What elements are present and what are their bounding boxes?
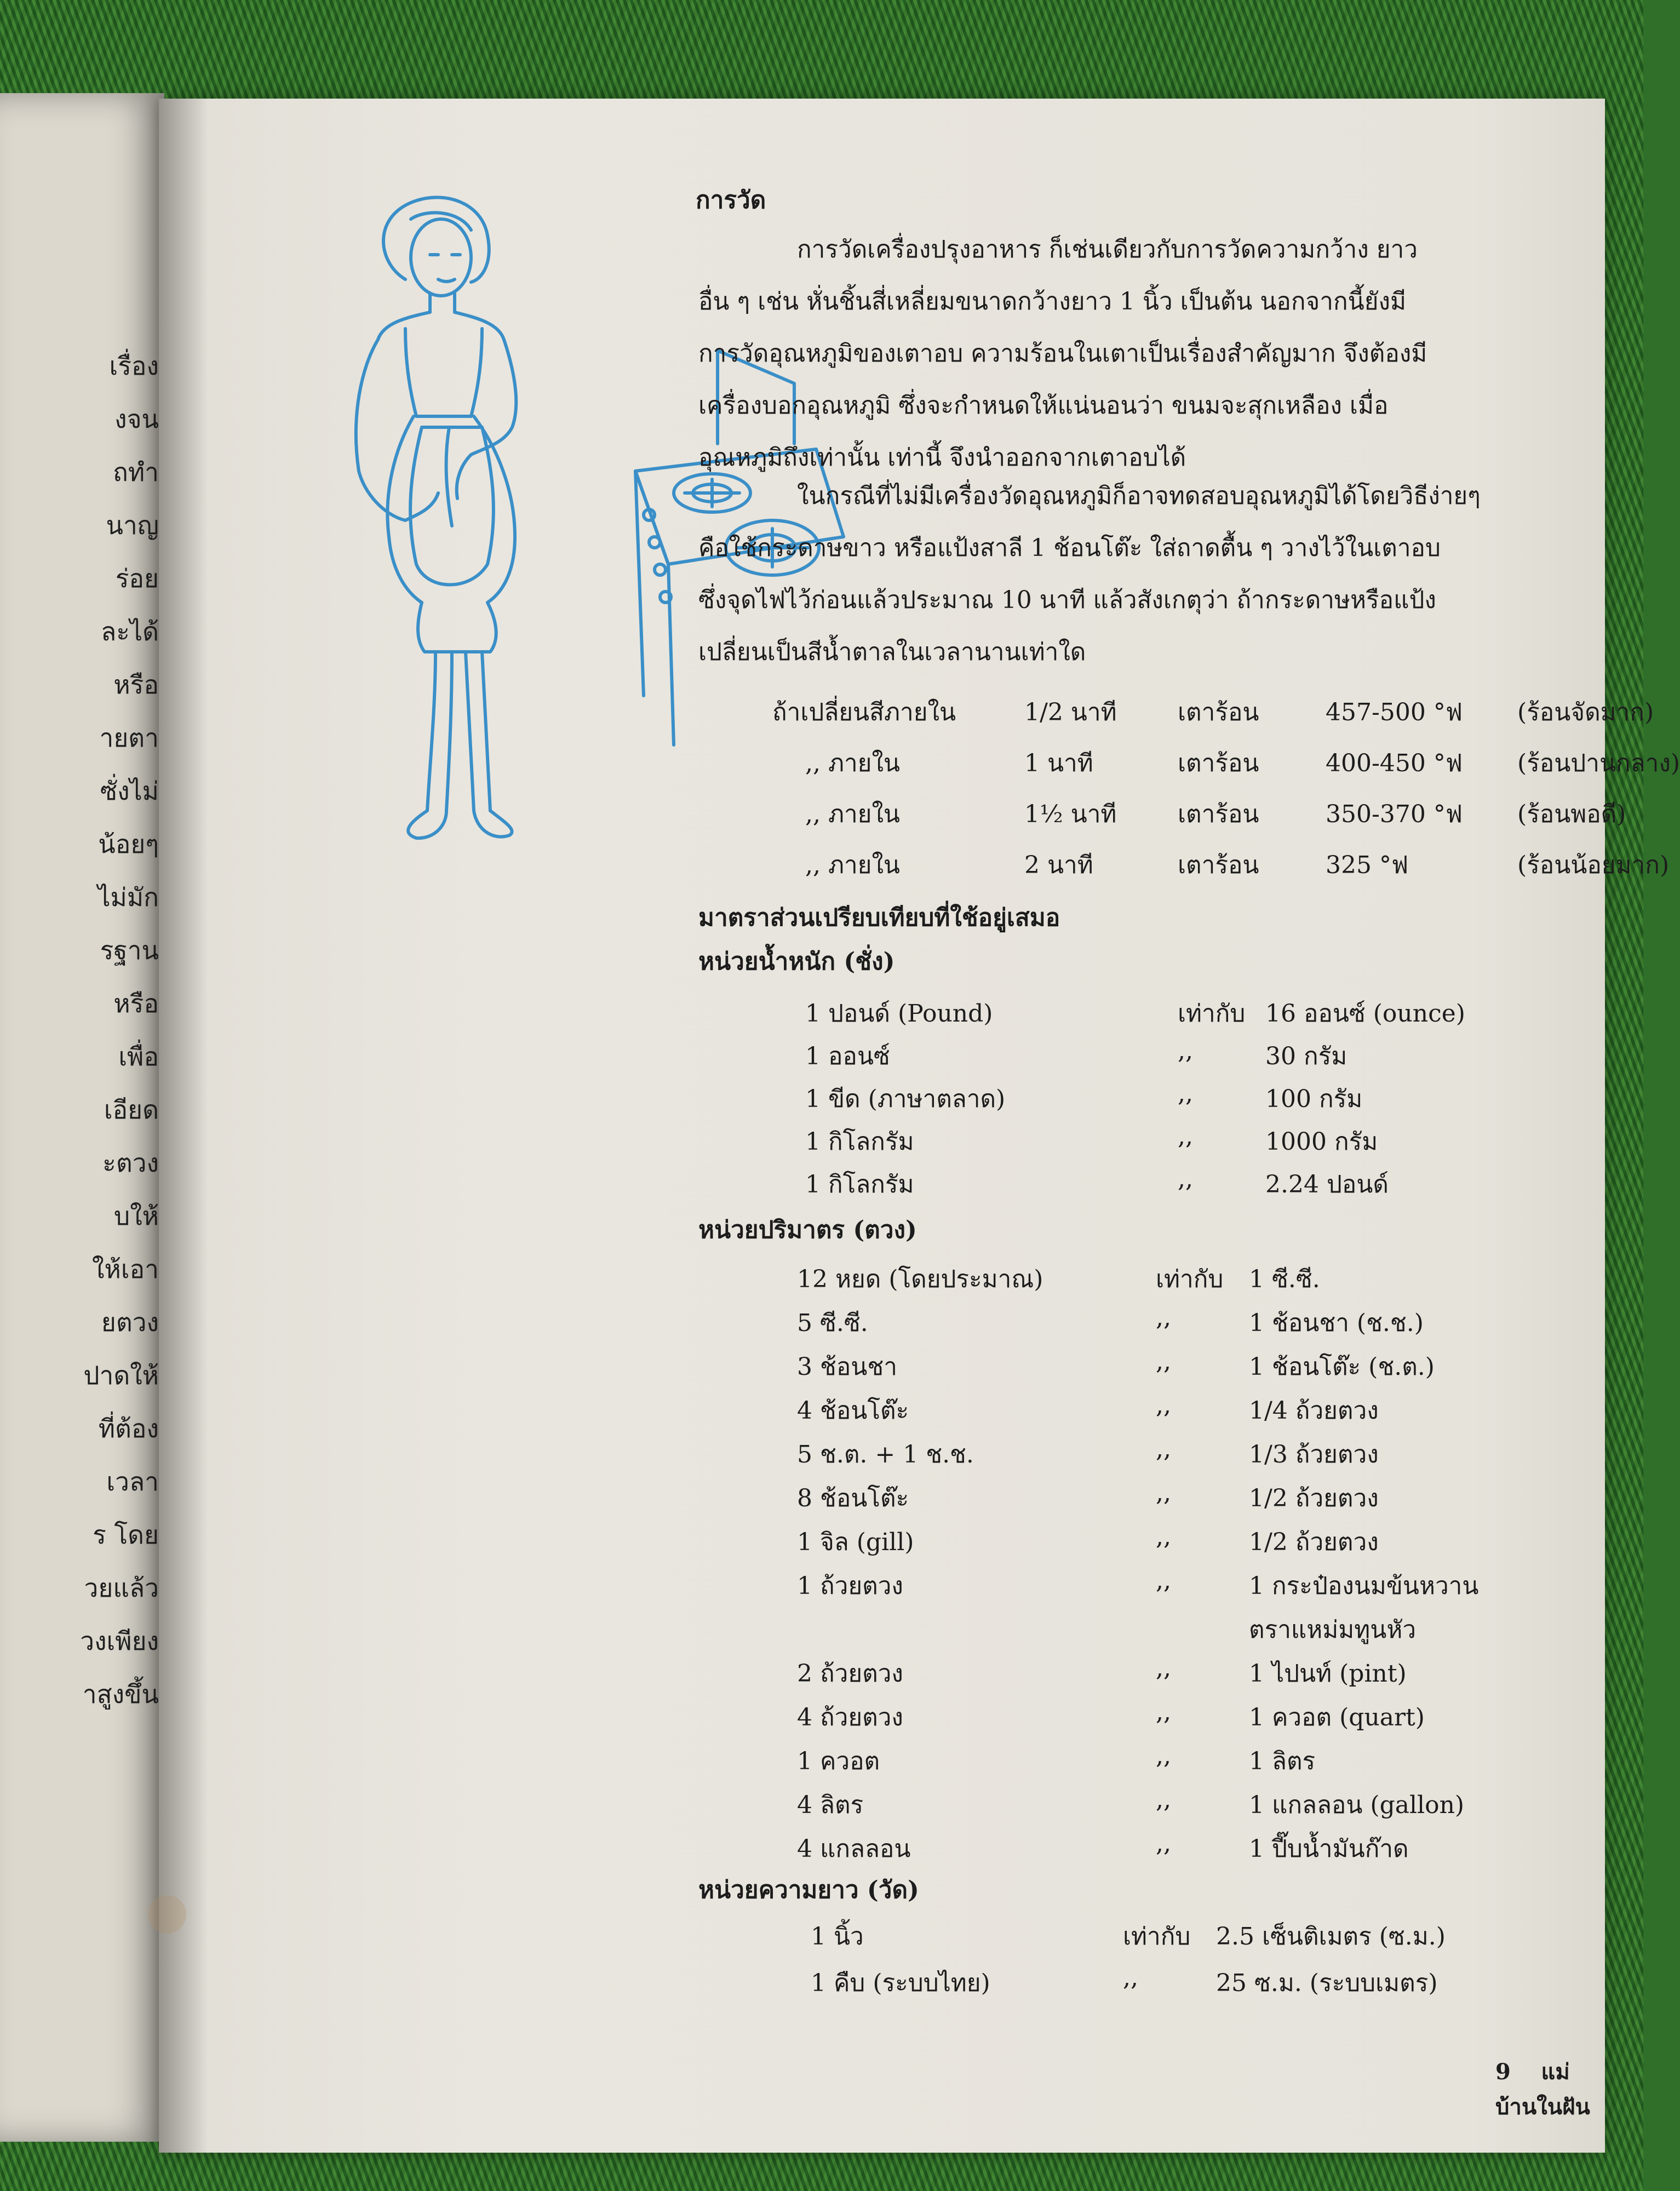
ratio-cell-left: 12 หยด (โดยประมาณ) bbox=[797, 1265, 1043, 1293]
left-page-fragment: เวลา bbox=[106, 1467, 159, 1496]
ratio-cell-eq: ,, bbox=[1156, 1654, 1171, 1682]
ratio-cell-left: 1 ขีด (ภาษาตลาด) bbox=[805, 1085, 1006, 1113]
oven-cell-time: 1½ นาที bbox=[1024, 800, 1117, 828]
volume-heading: หน่วยปริมาตร (ตวง) bbox=[698, 1216, 917, 1244]
left-page-fragment: งจน bbox=[114, 404, 159, 434]
oven-cell-lead: ,, ภายใน bbox=[805, 800, 901, 828]
ratio-cell-left: 1 ปอนด์ (Pound) bbox=[805, 1000, 993, 1028]
ratio-cell-right: 100 กรัม bbox=[1265, 1085, 1363, 1113]
ratio-cell-left: 1 กิโลกรัม bbox=[805, 1171, 914, 1198]
ratio-cell-right: ตราแหม่มทูนหัว bbox=[1249, 1616, 1417, 1644]
ratio-cell-eq: เท่ากับ bbox=[1178, 1000, 1246, 1028]
oven-cell-desc: (ร้อนจัดมาก) bbox=[1517, 698, 1654, 726]
left-page-fragment: ยตวง bbox=[101, 1307, 159, 1337]
text-line: เครื่องบอกอุณหภูมิ ซึ่งจะกำหนดให้แน่นอนว่า ขนมจะสุกเหลือง เมื่อ bbox=[698, 392, 1389, 420]
ratio-cell-left: 3 ช้อนชา bbox=[797, 1353, 897, 1381]
ratio-cell-eq: เท่ากับ bbox=[1156, 1265, 1224, 1293]
book-title: แม่บ้านในฝัน bbox=[1495, 2059, 1590, 2120]
left-page-fragment: วยแล้ว bbox=[84, 1573, 159, 1603]
ratio-cell-right: 2.5 เซ็นติเมตร (ซ.ม.) bbox=[1216, 1923, 1446, 1951]
ratio-cell-right: 2.24 ปอนด์ bbox=[1265, 1171, 1389, 1198]
left-page-fragment: ร่อย bbox=[115, 564, 159, 593]
ratio-cell-eq: ,, bbox=[1156, 1829, 1171, 1857]
text-line: ซึ่งจุดไฟไว้ก่อนแล้วประมาณ 10 นาที แล้วสังเกตุว่า ถ้ากระดาษหรือแป้ง bbox=[698, 586, 1436, 614]
ratio-cell-eq: ,, bbox=[1156, 1786, 1171, 1814]
ratio-cell-eq: ,, bbox=[1156, 1742, 1171, 1770]
ratio-cell-right: 1 แกลลอน (gallon) bbox=[1249, 1791, 1465, 1819]
left-page-fragment: น้อยๆ bbox=[98, 829, 159, 859]
left-page-fragment: ละได้ bbox=[101, 617, 159, 646]
oven-cell-time: 1 นาที bbox=[1024, 749, 1093, 777]
oven-cell-temp: 457-500 °ฟ bbox=[1326, 698, 1463, 726]
ratio-cell-left: 4 ลิตร bbox=[797, 1791, 864, 1819]
ratio-cell-left: 1 จิล (gill) bbox=[797, 1528, 914, 1556]
ratio-cell-right: 1000 กรัม bbox=[1265, 1128, 1378, 1156]
page-number: 9 bbox=[1495, 2059, 1511, 2085]
ratio-cell-left: 2 ถ้วยตวง bbox=[797, 1660, 903, 1688]
ratio-cell-left: 1 กิโลกรัม bbox=[805, 1128, 914, 1156]
oven-cell-oven: เตาร้อน bbox=[1178, 698, 1259, 726]
left-page-fragment: วงเพียง bbox=[80, 1626, 159, 1656]
ratio-cell-right: 1 ปี๊บน้ำมันก๊าด bbox=[1249, 1835, 1409, 1863]
ratio-cell-right: 1/2 ถ้วยตวง bbox=[1249, 1528, 1379, 1556]
spine-shadow bbox=[159, 99, 208, 2153]
ratio-cell-left: 5 ช.ต. + 1 ช.ช. bbox=[797, 1441, 974, 1469]
ratio-cell-right: 1 ช้อนชา (ช.ช.) bbox=[1249, 1309, 1424, 1337]
oven-cell-time: 2 นาที bbox=[1024, 851, 1093, 879]
ratio-cell-right: 1 ไปนท์ (pint) bbox=[1249, 1660, 1407, 1688]
ratio-cell-left: 4 ถ้วยตวง bbox=[797, 1704, 903, 1731]
left-page-fragment: ให้เอา bbox=[92, 1254, 159, 1284]
ratio-cell-right: 1/3 ถ้วยตวง bbox=[1249, 1441, 1379, 1469]
left-page-fragment: ะตวง bbox=[102, 1148, 159, 1178]
ratio-cell-right: 1 ควอต (quart) bbox=[1249, 1704, 1425, 1731]
oven-cell-temp: 350-370 °ฟ bbox=[1326, 800, 1463, 828]
page-footer bbox=[1495, 2054, 1605, 2124]
ratio-cell-left: 4 แกลลอน bbox=[797, 1835, 911, 1863]
ratio-cell-left: 5 ซี.ซี. bbox=[797, 1309, 868, 1337]
ratio-cell-right: 16 ออนซ์ (ounce) bbox=[1265, 1000, 1465, 1028]
left-page-fragment: หรือ bbox=[113, 670, 159, 699]
ratio-cell-eq: ,, bbox=[1156, 1347, 1171, 1375]
text-line: อื่น ๆ เช่น หั่นชิ้นสี่เหลี่ยมขนาดกว้างยาว 1 นิ้ว เป็นต้น นอกจากนี้ยังมี bbox=[698, 288, 1406, 316]
oven-cell-desc: (ร้อนพอดี) bbox=[1517, 800, 1626, 828]
weight-heading: หน่วยน้ำหนัก (ชั่ง) bbox=[698, 948, 895, 976]
oven-cell-desc: (ร้อนปานกลาง) bbox=[1517, 749, 1680, 777]
ratio-cell-eq: ,, bbox=[1178, 1165, 1193, 1193]
ratio-cell-left: 8 ช้อนโต๊ะ bbox=[797, 1484, 909, 1512]
ratio-cell-left: 1 ออนซ์ bbox=[805, 1042, 890, 1070]
left-page-fragment: เอียด bbox=[104, 1095, 159, 1125]
ratio-cell-left: 1 ถ้วยตวง bbox=[797, 1572, 903, 1600]
left-page-fragment: บให้ bbox=[114, 1201, 159, 1231]
ratio-cell-eq: เท่ากับ bbox=[1123, 1923, 1191, 1951]
ratio-cell-right: 1 ลิตร bbox=[1249, 1747, 1316, 1775]
ratio-cell-right: 1/4 ถ้วยตวง bbox=[1249, 1397, 1379, 1425]
ratio-cell-left: 1 นิ้ว bbox=[811, 1923, 864, 1951]
left-page-fragment: ายตา bbox=[99, 723, 159, 753]
text-line: ในกรณีที่ไม่มีเครื่องวัดอุณหภูมิก็อาจทดสอบอุณหภูมิได้โดยวิธีง่ายๆ bbox=[797, 482, 1481, 510]
oven-cell-time: 1/2 นาที bbox=[1024, 698, 1117, 726]
left-page-fragment: นาญ bbox=[106, 511, 159, 540]
ratio-cell-right: 1 ซี.ซี. bbox=[1249, 1265, 1320, 1293]
ratio-cell-eq: ,, bbox=[1178, 1037, 1193, 1065]
oven-cell-oven: เตาร้อน bbox=[1178, 749, 1259, 777]
length-heading: หน่วยความยาว (วัด) bbox=[698, 1876, 919, 1904]
left-page-fragment: รฐาน bbox=[100, 936, 159, 965]
section-title-measure: การวัด bbox=[696, 186, 766, 214]
ratio-cell-eq: ,, bbox=[1156, 1435, 1171, 1463]
right-page bbox=[159, 99, 1680, 2153]
left-page-fragment: ไม่มัก bbox=[98, 882, 159, 912]
left-page-fragment: ปาดให้ bbox=[83, 1361, 159, 1390]
ratio-cell-eq: ,, bbox=[1156, 1567, 1171, 1595]
ratio-cell-left: 4 ช้อนโต๊ะ bbox=[797, 1397, 909, 1425]
left-page-fragment: หรือ bbox=[113, 989, 159, 1018]
left-page-fragment: ถทำ bbox=[112, 457, 159, 487]
oven-cell-temp: 325 °ฟ bbox=[1326, 851, 1409, 879]
oven-cell-desc: (ร้อนน้อยมาก) bbox=[1517, 851, 1670, 879]
text-line: อุณหภูมิถึงเท่านั้น เท่านี้ จึงนำออกจากเตาอบได้ bbox=[698, 444, 1186, 472]
ratio-cell-right: 1 ช้อนโต๊ะ (ช.ต.) bbox=[1249, 1353, 1435, 1381]
ratio-cell-eq: ,, bbox=[1156, 1479, 1171, 1507]
left-page-fragment: าสูงขึ้น bbox=[82, 1679, 159, 1709]
oven-cell-oven: เตาร้อน bbox=[1178, 800, 1259, 828]
ratio-cell-eq: ,, bbox=[1156, 1698, 1171, 1726]
ratio-cell-eq: ,, bbox=[1156, 1304, 1171, 1332]
oven-cell-lead: ,, ภายใน bbox=[805, 851, 901, 879]
left-page-fragment: ร โดย bbox=[93, 1520, 159, 1550]
oven-cell-temp: 400-450 °ฟ bbox=[1326, 749, 1463, 777]
section-title-ratios: มาตราส่วนเปรียบเทียบที่ใช้อยู่เสมอ bbox=[698, 904, 1060, 932]
paper-stain bbox=[148, 1895, 186, 1934]
ratio-cell-right: 1/2 ถ้วยตวง bbox=[1249, 1484, 1379, 1512]
oven-cell-lead: ถ้าเปลี่ยนสีภายใน bbox=[772, 698, 956, 726]
left-page-fragment: เรื่อง bbox=[109, 351, 159, 381]
ratio-cell-left: 1 ควอต bbox=[797, 1747, 880, 1775]
ratio-cell-eq: ,, bbox=[1178, 1122, 1193, 1150]
text-line: การวัดอุณหภูมิของเตาอบ ความร้อนในเตาเป็นเรื่องสำคัญมาก จึงต้องมี bbox=[698, 340, 1427, 368]
ratio-cell-left: 1 คืบ (ระบบไทย) bbox=[811, 1969, 990, 1997]
ratio-cell-right: 30 กรัม bbox=[1265, 1042, 1348, 1070]
text-line: การวัดเครื่องปรุงอาหาร ก็เช่นเดียวกับการวัดความกว้าง ยาว bbox=[797, 236, 1418, 263]
left-page-fragment: ที่ต้อง bbox=[98, 1414, 159, 1443]
ratio-cell-eq: ,, bbox=[1178, 1080, 1193, 1108]
text-line: เปลี่ยนเป็นสีน้ำตาลในเวลานานเท่าใด bbox=[698, 638, 1086, 666]
ratio-cell-eq: ,, bbox=[1156, 1523, 1171, 1551]
left-page-text-fragments bbox=[49, 340, 159, 1721]
left-page bbox=[0, 93, 164, 2142]
ratio-cell-eq: ,, bbox=[1156, 1391, 1171, 1419]
oven-cell-oven: เตาร้อน bbox=[1178, 851, 1259, 879]
left-page-fragment: เพื่อ bbox=[118, 1042, 159, 1071]
ratio-cell-right: 1 กระป๋องนมข้นหวาน bbox=[1249, 1572, 1479, 1600]
left-page-fragment: ซั่งไม่ bbox=[100, 776, 159, 806]
ratio-cell-eq: ,, bbox=[1123, 1964, 1138, 1992]
ratio-cell-right: 25 ซ.ม. (ระบบเมตร) bbox=[1216, 1969, 1438, 1997]
oven-cell-lead: ,, ภายใน bbox=[805, 749, 901, 777]
text-line: คือใช้กระดาษขาว หรือแป้งสาลี 1 ช้อนโต๊ะ ใส่ถาดตื้น ๆ วางไว้ในเตาอบ bbox=[698, 534, 1441, 562]
